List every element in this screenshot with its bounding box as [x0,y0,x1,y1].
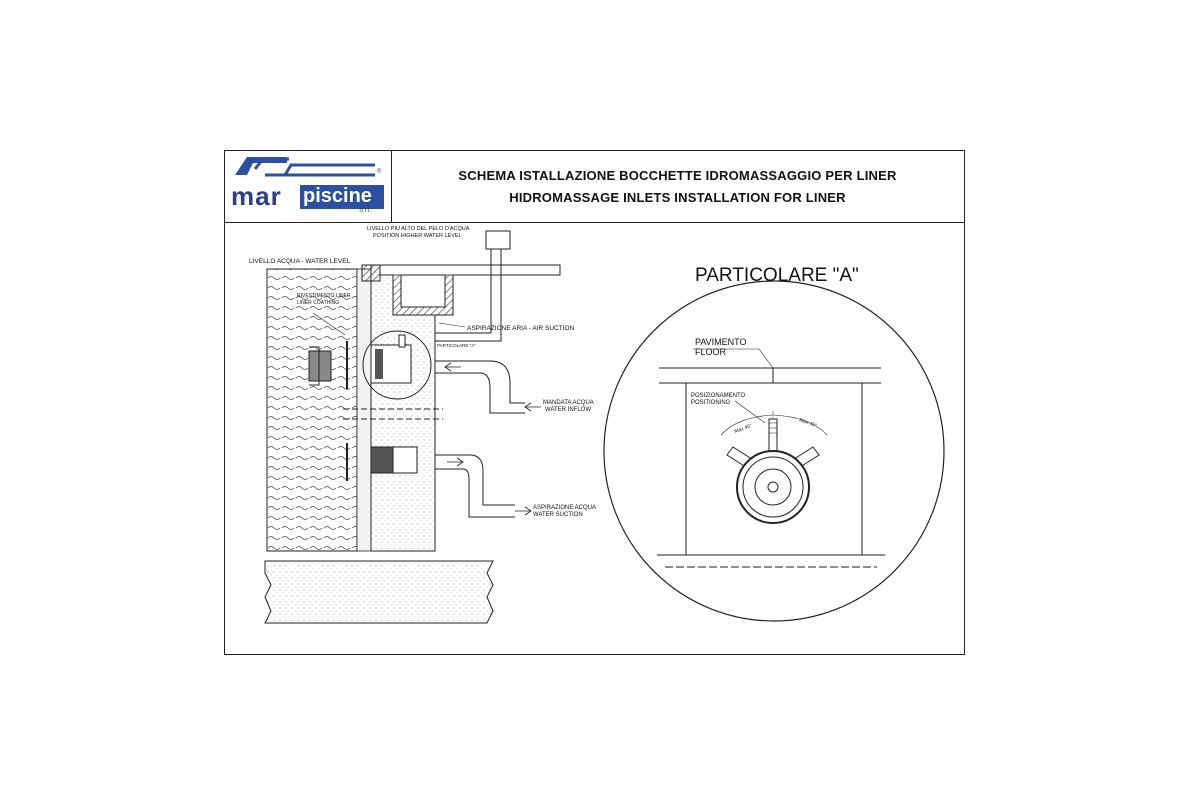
logo-text-mar: mar [231,181,282,211]
label-max-left: Max 45° [733,422,753,435]
air-suction-pipe [435,333,501,341]
label-detail-ref: PARTICOLARE "A" [437,343,476,348]
label-coating-it: RIVESTIMENTO LINER [297,293,351,299]
label-inflow-en: WATER INFLOW [545,407,591,413]
ground-base [265,561,493,623]
drawing-sheet [224,150,965,655]
logo-text-piscine: piscine [303,185,372,207]
pool-water [267,269,357,551]
section-view [249,226,596,623]
title-block [225,151,964,223]
label-higher-level-en: POSITION HIGHER WATER LEVEL [373,233,462,239]
label-positioning-it: POSIZIONAMENTO [691,393,746,399]
detail-view [604,265,944,621]
label-inflow-it: MANDATA ACQUA [543,400,594,406]
label-positioning-en: POSITIONING [691,400,731,406]
jet-body-front [727,419,819,523]
label-coating-en: LINER COATHING [297,300,340,306]
label-suction-it: ASPIRAZIONE ACQUA [533,505,597,511]
liner-coating [357,269,371,551]
label-suction-en: WATER SUCTION [533,512,583,518]
air-vent-cap [486,231,510,249]
suction-arrow [447,458,463,466]
water-suction-pipe [435,455,515,517]
logo-suffix: S.r.l. [359,208,372,214]
logo-registered: ® [377,169,382,175]
label-water-level: LIVELLO ACQUA - WATER LEVEL [249,258,351,265]
label-max-right: Max 45° [798,417,818,430]
detail-title: PARTICOLARE "A" [695,265,859,286]
title-italian: SCHEMA ISTALLAZIONE BOCCHETTE IDROMASSAGGIO PER LINER [458,167,897,183]
label-floor-en: FLOOR [695,347,727,357]
label-floor-it: PAVIMENTO [695,337,747,347]
label-higher-level-it: LIVELLO PIU ALTO DEL PELO D'ACQUA [367,226,470,232]
inflow-arrow [445,363,461,371]
coping-stone [362,265,380,281]
label-air-suction: ASPIRAZIONE ARIA - AIR SUCTION [467,325,575,332]
title-english: HIDROMASSAGE INLETS INSTALLATION FOR LINER [509,189,846,205]
title-cell [391,151,964,222]
water-inflow-pipe [435,361,525,413]
installation-drawing [225,223,964,655]
company-logo [225,151,392,222]
